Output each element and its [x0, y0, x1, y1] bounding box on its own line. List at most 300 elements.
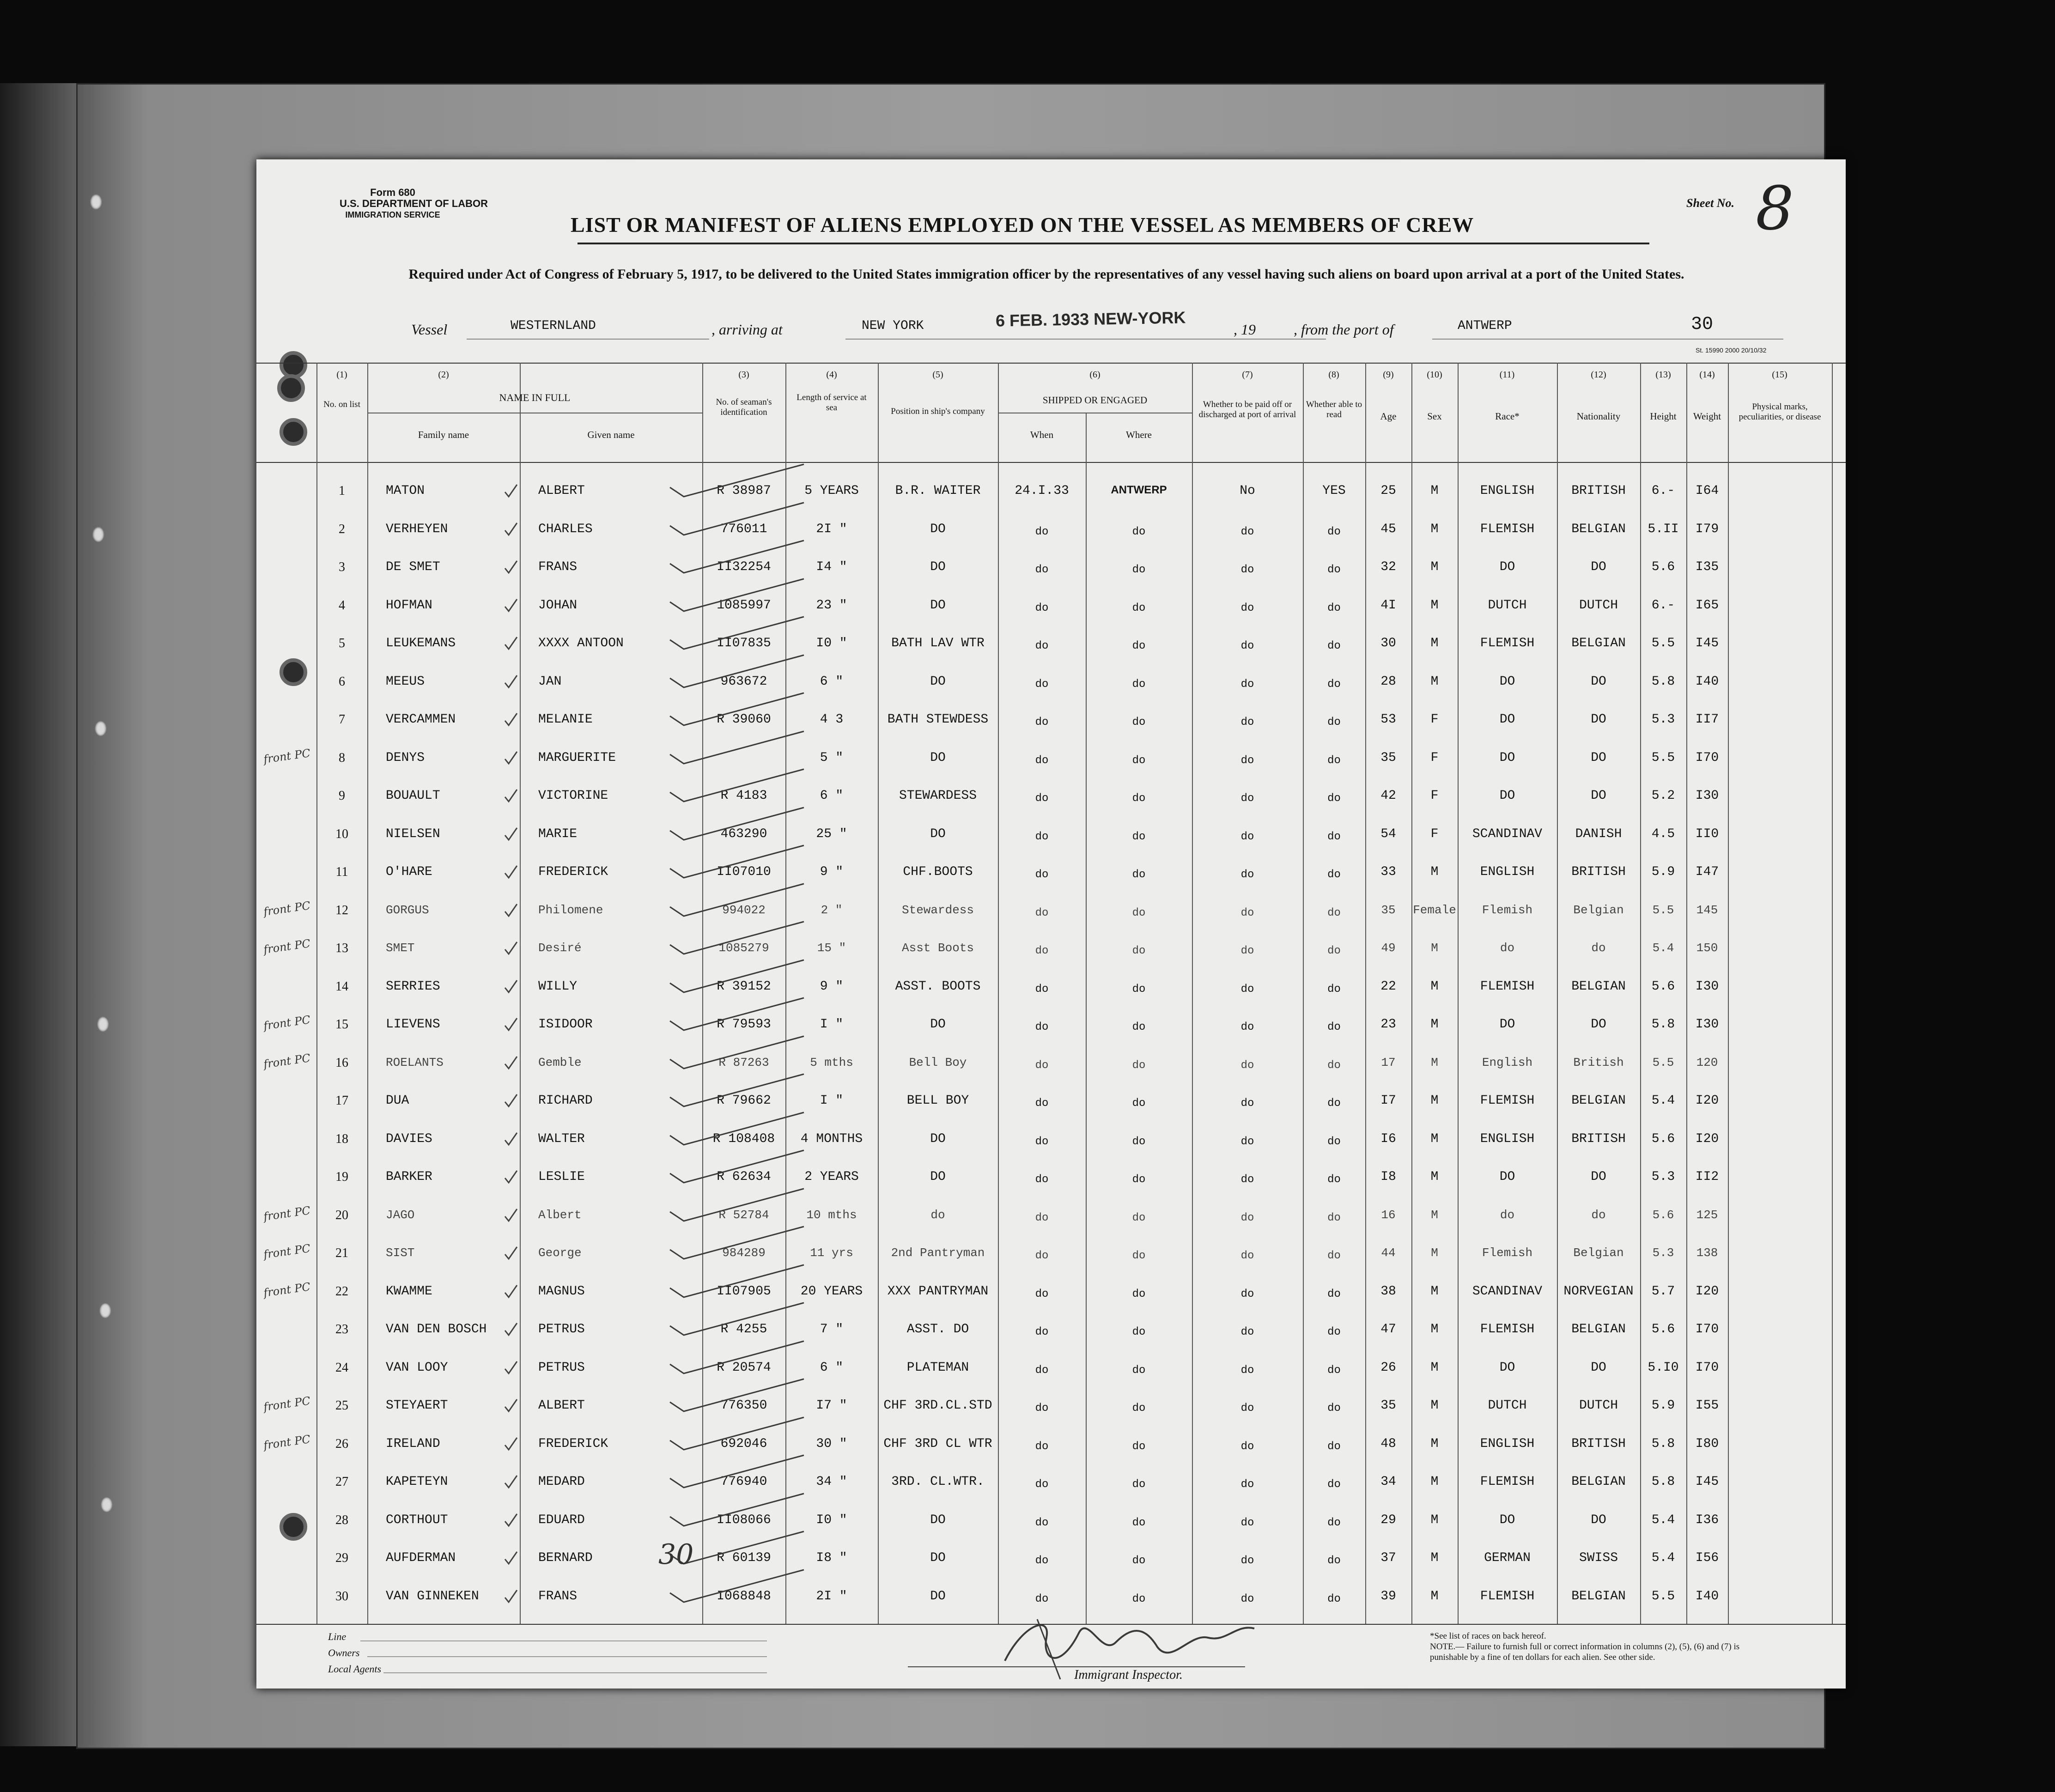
cell-id: R 39060: [717, 712, 771, 727]
cell-nationality: SWISS: [1579, 1551, 1618, 1565]
cell-paid: do: [1240, 1097, 1254, 1110]
tick-stroke: [665, 993, 813, 1035]
cell-read: YES: [1322, 484, 1346, 498]
cell-given: PETRUS: [538, 1360, 585, 1375]
cell-when: do: [1035, 1592, 1049, 1605]
column-number: (8): [1328, 370, 1339, 380]
cell-where: do: [1132, 640, 1146, 652]
cell-age: 22: [1380, 979, 1396, 994]
cell-no: 22: [335, 1284, 348, 1299]
cell-position: DO: [930, 1131, 946, 1146]
cell-read: do: [1327, 678, 1341, 691]
table-row: [256, 1045, 1846, 1084]
cell-where: do: [1132, 830, 1146, 843]
cell-read: do: [1327, 1021, 1341, 1033]
margin-note: front PC: [262, 1013, 311, 1033]
check-mark: [501, 1130, 520, 1148]
cell-family: NIELSEN: [386, 826, 440, 841]
cell-service: 5 mths: [810, 1055, 853, 1069]
cell-family: ROELANTS: [386, 1055, 444, 1069]
cell-no: 24: [335, 1360, 348, 1375]
cell-when: do: [1035, 1211, 1049, 1224]
cell-no: 17: [335, 1093, 348, 1108]
binder-hole: [90, 194, 102, 210]
cell-service: I8 ": [816, 1551, 847, 1565]
cell-service: 4 3: [820, 712, 844, 727]
check-mark: [501, 711, 520, 729]
table-row: [256, 1312, 1846, 1350]
cell-age: 35: [1380, 1398, 1396, 1413]
cell-read: do: [1327, 640, 1341, 652]
vessel-label: Vessel: [411, 321, 448, 338]
table-row: [256, 1160, 1846, 1198]
handwritten-total: 30: [658, 1538, 694, 1571]
cell-paid: No: [1240, 484, 1255, 498]
cell-height: 5.6: [1651, 560, 1675, 574]
cell-height: 5.5: [1651, 636, 1675, 650]
cell-read: do: [1327, 830, 1341, 843]
cell-no: 3: [339, 560, 345, 574]
cell-paid: do: [1240, 830, 1254, 843]
cell-paid: do: [1240, 1440, 1254, 1453]
cell-id: R 38987: [717, 484, 771, 498]
tick-stroke: [665, 1260, 813, 1302]
cell-given: LESLIE: [538, 1170, 585, 1184]
cell-height: 5.3: [1651, 712, 1675, 727]
cell-height: 5.6: [1651, 979, 1675, 994]
cell-given: FREDERICK: [538, 865, 608, 879]
column-number: (9): [1383, 370, 1394, 380]
sheet-no-label: Sheet No.: [1686, 196, 1734, 210]
check-mark: [501, 673, 520, 691]
cell-no: 20: [335, 1208, 348, 1222]
cell-no: 1: [339, 484, 345, 498]
cell-id: 994022: [722, 903, 766, 917]
cell-id: I068848: [717, 1589, 771, 1604]
cell-height: 5.3: [1651, 1170, 1675, 1184]
races-note: *See list of races on back hereof.: [1430, 1631, 1546, 1641]
cell-age: 38: [1380, 1284, 1396, 1299]
cell-given: ALBERT: [538, 484, 585, 498]
check-mark: [501, 1320, 520, 1339]
cell-weight: I36: [1695, 1513, 1719, 1527]
cell-where: do: [1132, 945, 1146, 957]
cell-id: 776011: [720, 522, 767, 536]
cell-family: SERRIES: [386, 979, 440, 994]
cell-sex: M: [1430, 1093, 1439, 1108]
cell-family: MEEUS: [386, 674, 425, 689]
tick-stroke: [665, 574, 813, 616]
cell-service: I0 ": [816, 636, 847, 650]
cell-age: 34: [1380, 1475, 1396, 1489]
cell-race: ENGLISH: [1480, 865, 1535, 879]
header-able-read: Whether able to read: [1306, 400, 1362, 419]
cell-age: 39: [1380, 1589, 1396, 1604]
cell-read: do: [1327, 1326, 1341, 1338]
cell-service: 6 ": [820, 789, 844, 803]
header-seaman-id: No. of seaman's identification: [716, 397, 772, 417]
cell-weight: I30: [1695, 1017, 1719, 1032]
cell-sex: M: [1430, 1589, 1439, 1604]
cell-no: 10: [335, 826, 348, 841]
tick-stroke: [665, 1184, 813, 1226]
cell-given: VICTORINE: [538, 789, 608, 803]
cell-given: MAGNUS: [538, 1284, 585, 1299]
owners-underline: [367, 1656, 767, 1657]
cell-service: 7 ": [820, 1322, 844, 1336]
cell-paid: do: [1240, 1555, 1254, 1567]
cell-when: do: [1035, 601, 1049, 614]
inspector-line: [908, 1666, 1245, 1667]
cell-paid: do: [1240, 1402, 1254, 1415]
cell-id: II32254: [717, 560, 771, 574]
cell-read: do: [1327, 716, 1341, 729]
cell-where: ANTWERP: [1111, 484, 1167, 496]
cell-given: MELANIE: [538, 712, 593, 727]
cell-where: do: [1132, 1021, 1146, 1033]
cell-id: R 39152: [717, 979, 771, 994]
cell-position: ASST. BOOTS: [895, 979, 981, 994]
cell-position: STEWARDESS: [899, 789, 977, 803]
column-number: (5): [932, 370, 943, 380]
cell-race: DO: [1499, 789, 1515, 803]
check-mark: [501, 482, 520, 500]
cell-where: do: [1132, 1326, 1146, 1338]
table-row: [256, 626, 1846, 664]
margin-note: front PC: [262, 1203, 311, 1223]
table-row: [256, 817, 1846, 855]
check-mark: [501, 939, 520, 958]
cell-position: Stewardess: [901, 903, 974, 917]
cell-service: I0 ": [816, 1513, 847, 1527]
cell-race: Flemish: [1482, 903, 1533, 917]
cell-height: 5.6: [1652, 1208, 1674, 1222]
cell-family: MATON: [386, 484, 425, 498]
cell-family: O'HARE: [386, 865, 432, 879]
cell-read: do: [1327, 1059, 1341, 1072]
cell-age: I6: [1380, 1131, 1396, 1146]
cell-age: 26: [1380, 1360, 1396, 1375]
cell-paid: do: [1240, 869, 1254, 881]
footer-notes: [1430, 1631, 1763, 1663]
margin-note: front PC: [262, 1394, 311, 1414]
binder-hole: [95, 721, 107, 736]
cell-position: DO: [930, 826, 946, 841]
cell-nationality: DO: [1591, 674, 1606, 689]
cell-family: BOUAULT: [386, 789, 440, 803]
cell-sex: M: [1430, 1360, 1439, 1375]
cell-given: RICHARD: [538, 1093, 593, 1108]
cell-read: do: [1327, 1478, 1341, 1491]
cell-given: MARIE: [538, 826, 578, 841]
cell-race: DUTCH: [1488, 598, 1527, 613]
cell-given: Albert: [538, 1208, 582, 1222]
cell-race: do: [1500, 1208, 1515, 1222]
cell-where: do: [1132, 754, 1146, 767]
cell-age: 47: [1380, 1322, 1396, 1336]
cell-weight: II0: [1695, 826, 1719, 841]
check-mark: [501, 978, 520, 996]
cell-where: do: [1132, 1478, 1146, 1491]
table-row: [256, 1503, 1846, 1541]
cell-when: do: [1035, 1173, 1049, 1186]
cell-paid: do: [1240, 640, 1254, 652]
cell-read: do: [1327, 869, 1341, 881]
cell-height: 5.II: [1648, 522, 1679, 536]
cell-nationality: DUTCH: [1579, 598, 1618, 613]
check-mark: [501, 825, 520, 844]
cell-given: Desiré: [538, 941, 582, 955]
cell-nationality: DO: [1591, 789, 1606, 803]
table-row: [256, 1464, 1846, 1503]
header-sex: Sex: [1427, 411, 1442, 422]
cell-service: I ": [820, 1017, 844, 1032]
table-row: [256, 931, 1846, 969]
cell-race: FLEMISH: [1480, 1475, 1535, 1489]
cell-position: DO: [930, 1017, 946, 1032]
cell-read: do: [1327, 906, 1341, 919]
cell-sex: F: [1430, 826, 1439, 841]
cell-height: 5.2: [1651, 789, 1675, 803]
cell-when: do: [1035, 1135, 1049, 1148]
cell-where: do: [1132, 1592, 1146, 1605]
cell-when: do: [1035, 716, 1049, 729]
cell-weight: I64: [1695, 484, 1719, 498]
requirement-text: Required under Act of Congress of February 5, 1917, to be delivered to the United States immigration officer by the representatives of any vessel having such aliens on board upon arrival at a port of the United States.: [408, 267, 1684, 282]
cell-when: do: [1035, 1516, 1049, 1529]
cell-paid: do: [1240, 945, 1254, 957]
cell-where: do: [1132, 525, 1146, 538]
check-mark: [501, 1054, 520, 1072]
agents-underline: [383, 1672, 767, 1673]
cell-position: ASST. DO: [906, 1322, 969, 1336]
cell-sex: M: [1430, 1398, 1439, 1413]
cell-family: BARKER: [386, 1170, 432, 1184]
header-given-name: Given name: [587, 429, 635, 440]
cell-service: 10 mths: [806, 1208, 857, 1222]
cell-age: 23: [1380, 1017, 1396, 1032]
cell-family: VERCAMMEN: [386, 712, 456, 727]
cell-position: DO: [930, 522, 946, 536]
count-top: 30: [1691, 314, 1714, 335]
cell-no: 9: [339, 789, 345, 803]
cell-where: do: [1132, 564, 1146, 576]
cell-sex: M: [1430, 1551, 1439, 1565]
cell-weight: 138: [1696, 1246, 1718, 1260]
cell-sex: M: [1430, 979, 1439, 994]
check-mark: [501, 1359, 520, 1377]
table-row: [256, 778, 1846, 817]
cell-where: do: [1132, 1135, 1146, 1148]
table-row: [256, 1541, 1846, 1579]
cell-no: 16: [335, 1055, 348, 1070]
cell-service: 34 ": [816, 1475, 847, 1489]
cell-paid: do: [1240, 1516, 1254, 1529]
cell-age: 42: [1380, 789, 1396, 803]
cell-weight: I30: [1695, 979, 1719, 994]
cell-given: CHARLES: [538, 522, 593, 536]
cell-read: do: [1327, 525, 1341, 538]
cell-family: KAPETEYN: [386, 1475, 448, 1489]
cell-where: do: [1132, 1250, 1146, 1262]
cell-weight: 120: [1696, 1055, 1718, 1069]
tick-stroke: [665, 955, 813, 997]
cell-given: MARGUERITE: [538, 750, 616, 765]
cell-family: DE SMET: [386, 560, 440, 574]
cell-paid: do: [1240, 983, 1254, 996]
arriving-label: , arriving at: [711, 321, 783, 338]
cell-no: 26: [335, 1436, 348, 1451]
check-mark: [501, 901, 520, 920]
page-title: LIST OR MANIFEST OF ALIENS EMPLOYED ON THE VESSEL AS MEMBERS OF CREW: [571, 213, 1474, 237]
cell-where: do: [1132, 1173, 1146, 1186]
table-row: [256, 1007, 1846, 1045]
check-mark: [501, 1015, 520, 1034]
cell-family: SIST: [386, 1246, 415, 1260]
cell-height: 5.8: [1651, 1017, 1675, 1032]
cell-race: DO: [1499, 674, 1515, 689]
cell-position: DO: [930, 750, 946, 765]
cell-when: do: [1035, 1364, 1049, 1377]
cell-race: ENGLISH: [1480, 1436, 1535, 1451]
cell-sex: M: [1430, 1513, 1439, 1527]
cell-height: 5.4: [1651, 1551, 1675, 1565]
cell-race: DUTCH: [1488, 1398, 1527, 1413]
cell-when: do: [1035, 869, 1049, 881]
header-race: Race*: [1495, 411, 1520, 422]
cell-when: do: [1035, 906, 1049, 919]
cell-position: CHF 3RD.CL.STD: [883, 1398, 992, 1413]
cell-id: 963672: [720, 674, 767, 689]
cell-weight: I45: [1695, 1475, 1719, 1489]
cell-no: 28: [335, 1513, 348, 1527]
cell-paid: do: [1240, 525, 1254, 538]
cell-height: 5.7: [1651, 1284, 1675, 1299]
table-row: [256, 702, 1846, 741]
cell-read: do: [1327, 1402, 1341, 1415]
cell-weight: I20: [1695, 1093, 1719, 1108]
cell-read: do: [1327, 792, 1341, 805]
header-height: Height: [1650, 411, 1677, 422]
department: U.S. DEPARTMENT OF LABOR: [340, 198, 488, 209]
cell-no: 25: [335, 1398, 348, 1413]
cell-sex: M: [1430, 598, 1439, 613]
cell-sex: M: [1430, 1475, 1439, 1489]
cell-service: 9 ": [820, 979, 844, 994]
cell-paid: do: [1240, 716, 1254, 729]
cell-position: DO: [930, 1589, 946, 1604]
tick-stroke: [665, 803, 813, 844]
cell-no: 7: [339, 712, 345, 727]
cell-where: do: [1132, 1059, 1146, 1072]
cell-nationality: BELGIAN: [1571, 1322, 1626, 1336]
cell-weight: I30: [1695, 789, 1719, 803]
tick-stroke: [665, 1108, 813, 1149]
check-mark: [501, 1282, 520, 1301]
cell-race: SCANDINAV: [1472, 1284, 1543, 1299]
column-number: (10): [1427, 370, 1442, 380]
cell-service: 30 ": [816, 1436, 847, 1451]
tick-stroke: [665, 1374, 813, 1416]
cell-id: 463290: [720, 826, 767, 841]
check-mark: [501, 520, 520, 539]
tick-stroke: [665, 1413, 813, 1454]
cell-given: Philomene: [538, 903, 603, 917]
cell-age: I8: [1380, 1170, 1396, 1184]
cell-nationality: BELGIAN: [1571, 1093, 1626, 1108]
header-shipped: SHIPPED OR ENGAGED: [1042, 395, 1148, 406]
form-number: Form 680: [370, 187, 415, 198]
cell-given: WALTER: [538, 1131, 585, 1146]
cell-height: 5.4: [1651, 1513, 1675, 1527]
cell-read: do: [1327, 754, 1341, 767]
cell-race: DO: [1499, 750, 1515, 765]
cell-weight: I20: [1695, 1284, 1719, 1299]
column-number: (7): [1242, 370, 1253, 380]
cell-service: 9 ": [820, 865, 844, 879]
cell-where: do: [1132, 792, 1146, 805]
cell-no: 15: [335, 1017, 348, 1032]
cell-nationality: Belgian: [1573, 903, 1624, 917]
cell-read: do: [1327, 1211, 1341, 1224]
table-row: [256, 1198, 1846, 1236]
service: IMMIGRATION SERVICE: [345, 210, 440, 219]
margin-note: front PC: [262, 1242, 311, 1261]
cell-height: 5.8: [1651, 1436, 1675, 1451]
check-mark: [501, 1168, 520, 1186]
cell-where: do: [1132, 1516, 1146, 1529]
cell-family: DENYS: [386, 750, 425, 765]
cell-id: R 62634: [717, 1170, 771, 1184]
cell-family: VAN DEN BOSCH: [386, 1322, 487, 1336]
cell-age: 49: [1381, 941, 1396, 955]
table-row: [256, 1350, 1846, 1389]
cell-nationality: BRITISH: [1571, 1436, 1626, 1451]
cell-height: 5.5: [1652, 903, 1674, 917]
cell-read: do: [1327, 1440, 1341, 1453]
tick-stroke: [665, 612, 813, 654]
year-label: , 19: [1234, 321, 1256, 338]
cell-weight: I47: [1695, 865, 1719, 879]
cell-id: 1085279: [718, 941, 769, 955]
cell-weight: I70: [1695, 1360, 1719, 1375]
cell-no: 5: [339, 636, 345, 650]
cell-age: 35: [1381, 903, 1396, 917]
check-mark: [501, 1549, 520, 1567]
cell-service: 5 ": [820, 750, 844, 765]
tick-stroke: [665, 460, 813, 501]
tick-stroke: [665, 536, 813, 577]
cell-given: MEDARD: [538, 1475, 585, 1489]
table-row: [256, 1236, 1846, 1274]
cell-age: 28: [1380, 674, 1396, 689]
header-where: Where: [1126, 429, 1152, 440]
cell-age: 45: [1380, 522, 1396, 536]
cell-where: do: [1132, 716, 1146, 729]
cell-weight: I70: [1695, 1322, 1719, 1336]
cell-id: 984289: [722, 1246, 766, 1260]
cell-service: 15 ": [817, 941, 846, 955]
cell-id: 1085997: [717, 598, 771, 613]
cell-nationality: BRITISH: [1571, 484, 1626, 498]
table-row: [256, 741, 1846, 779]
cell-sex: M: [1430, 1436, 1439, 1451]
cell-no: 23: [335, 1322, 348, 1336]
cell-when: do: [1035, 678, 1049, 691]
cell-family: VAN LOOY: [386, 1360, 448, 1375]
check-mark: [501, 558, 520, 577]
cell-where: do: [1132, 601, 1146, 614]
